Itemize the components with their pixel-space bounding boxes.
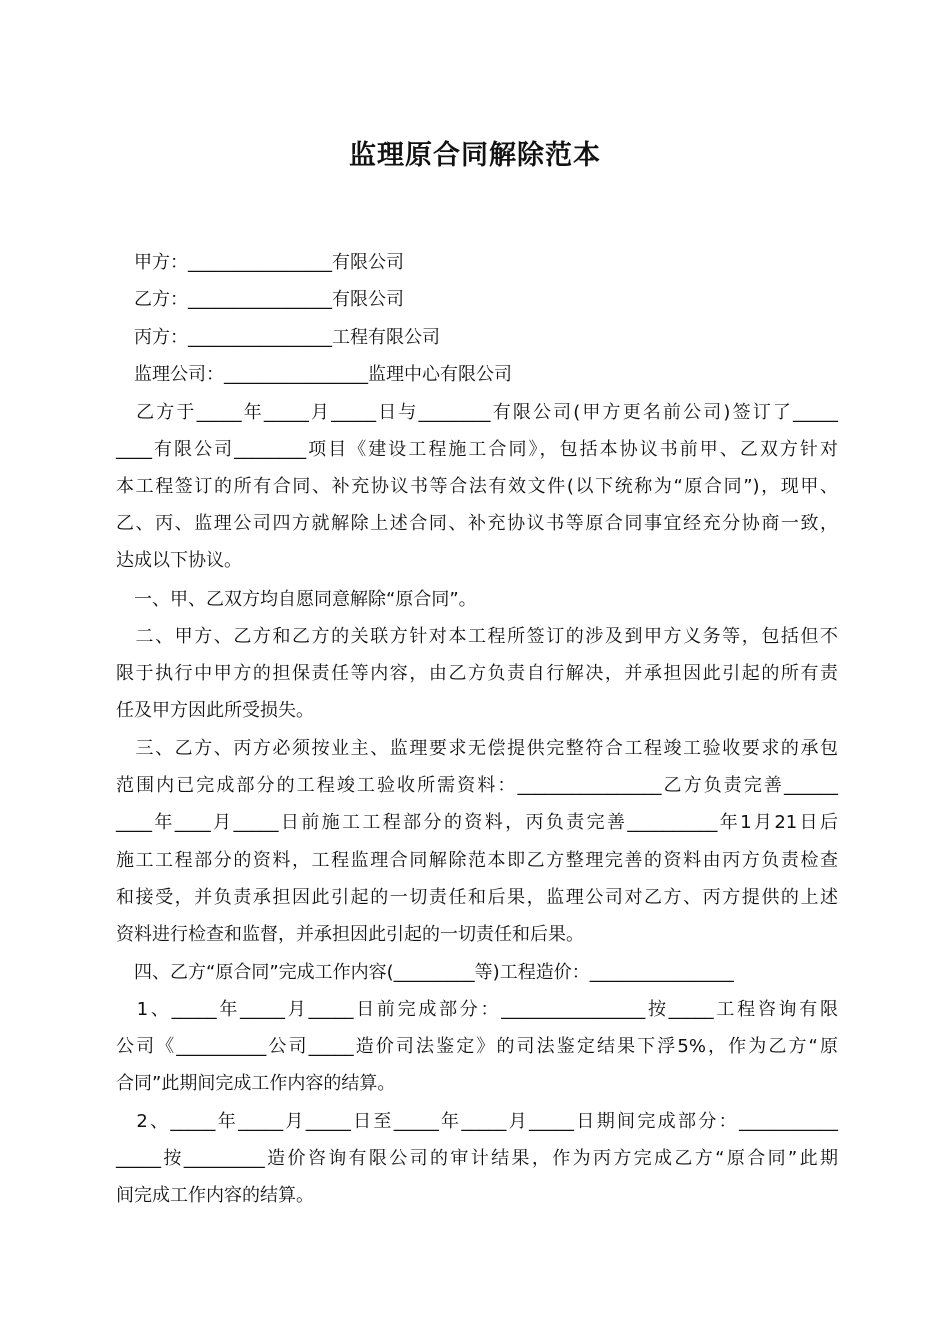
- document-title: 监理原合同解除范本: [349, 140, 601, 171]
- party-c-line: 丙方：________________工程有限公司: [116, 327, 440, 348]
- item-1-line: 1、_____年_____月_____日前完成部分：________________按_____工程咨询有限: [116, 999, 838, 1020]
- item-1-line: 公司《__________公司_____造价司法鉴定》的司法鉴定结果下浮5%，作为乙方“原: [116, 1036, 838, 1057]
- clause-2-line: 限于执行中甲方的担保责任等内容，由乙方负责自行解决，并承担因此引起的所有责: [116, 663, 838, 684]
- paragraph-line: 达成以下协议。: [116, 550, 242, 571]
- paragraph-line: 乙方于_____年_____月_____日与________有限公司(甲方更名前公司)签订了_____: [116, 402, 838, 423]
- clause-3-line: 和接受，并负责承担因此引起的一切责任和后果，监理公司对乙方、丙方提供的上述: [116, 887, 838, 908]
- party-b-line: 乙方：________________有限公司: [116, 289, 404, 310]
- item-1-line: 合同”此期间完成工作内容的结算。: [116, 1073, 396, 1094]
- party-a-line: 甲方：________________有限公司: [116, 252, 404, 273]
- clause-3-line: 资料进行检查和监督，并承担因此引起的一切责任和后果。: [116, 924, 584, 945]
- clause-4: 四、乙方“原合同”完成工作内容(_________等)工程造价：________________: [116, 962, 734, 983]
- item-2-line: 2、_____年_____月_____日至_____年_____月_____日期间完成部分：___________: [116, 1111, 838, 1132]
- supervisor-line: 监理公司：________________监理中心有限公司: [116, 364, 512, 385]
- paragraph-line: 本工程签订的所有合同、补充协议书等合法有效文件(以下统称为“原合同”)，现甲、: [116, 476, 838, 497]
- paragraph-line: ____有限公司________项目《建设工程施工合同》，包括本协议书前甲、乙双方针对: [116, 439, 838, 460]
- item-2-line: _____按_________造价咨询有限公司的审计结果，作为丙方完成乙方“原合同”此期: [116, 1148, 838, 1169]
- clause-2-line: 二、甲方、乙方和乙方的关联方针对本工程所签订的涉及到甲方义务等，包括但不: [116, 626, 838, 647]
- clause-1: 一、甲、乙双方均自愿同意解除“原合同”。: [116, 589, 477, 610]
- clause-3-line: 施工工程部分的资料，工程监理合同解除范本即乙方整理完善的资料由丙方负责检查: [116, 850, 838, 871]
- clause-3-line: 三、乙方、丙方必须按业主、监理要求无偿提供完整符合工程竣工验收要求的承包: [116, 738, 838, 759]
- paragraph-line: 乙、丙、监理公司四方就解除上述合同、补充协议书等原合同事宜经充分协商一致，: [116, 513, 838, 534]
- clause-2-line: 任及甲方因此所受损失。: [116, 700, 314, 721]
- item-2-line: 间完成工作内容的结算。: [116, 1185, 314, 1206]
- clause-3-line: ____年____月_____日前施工工程部分的资料，丙负责完善__________年1月21日后: [116, 812, 838, 833]
- clause-3-line: 范围内已完成部分的工程竣工验收所需资料：________________乙方负责完善______: [116, 775, 838, 796]
